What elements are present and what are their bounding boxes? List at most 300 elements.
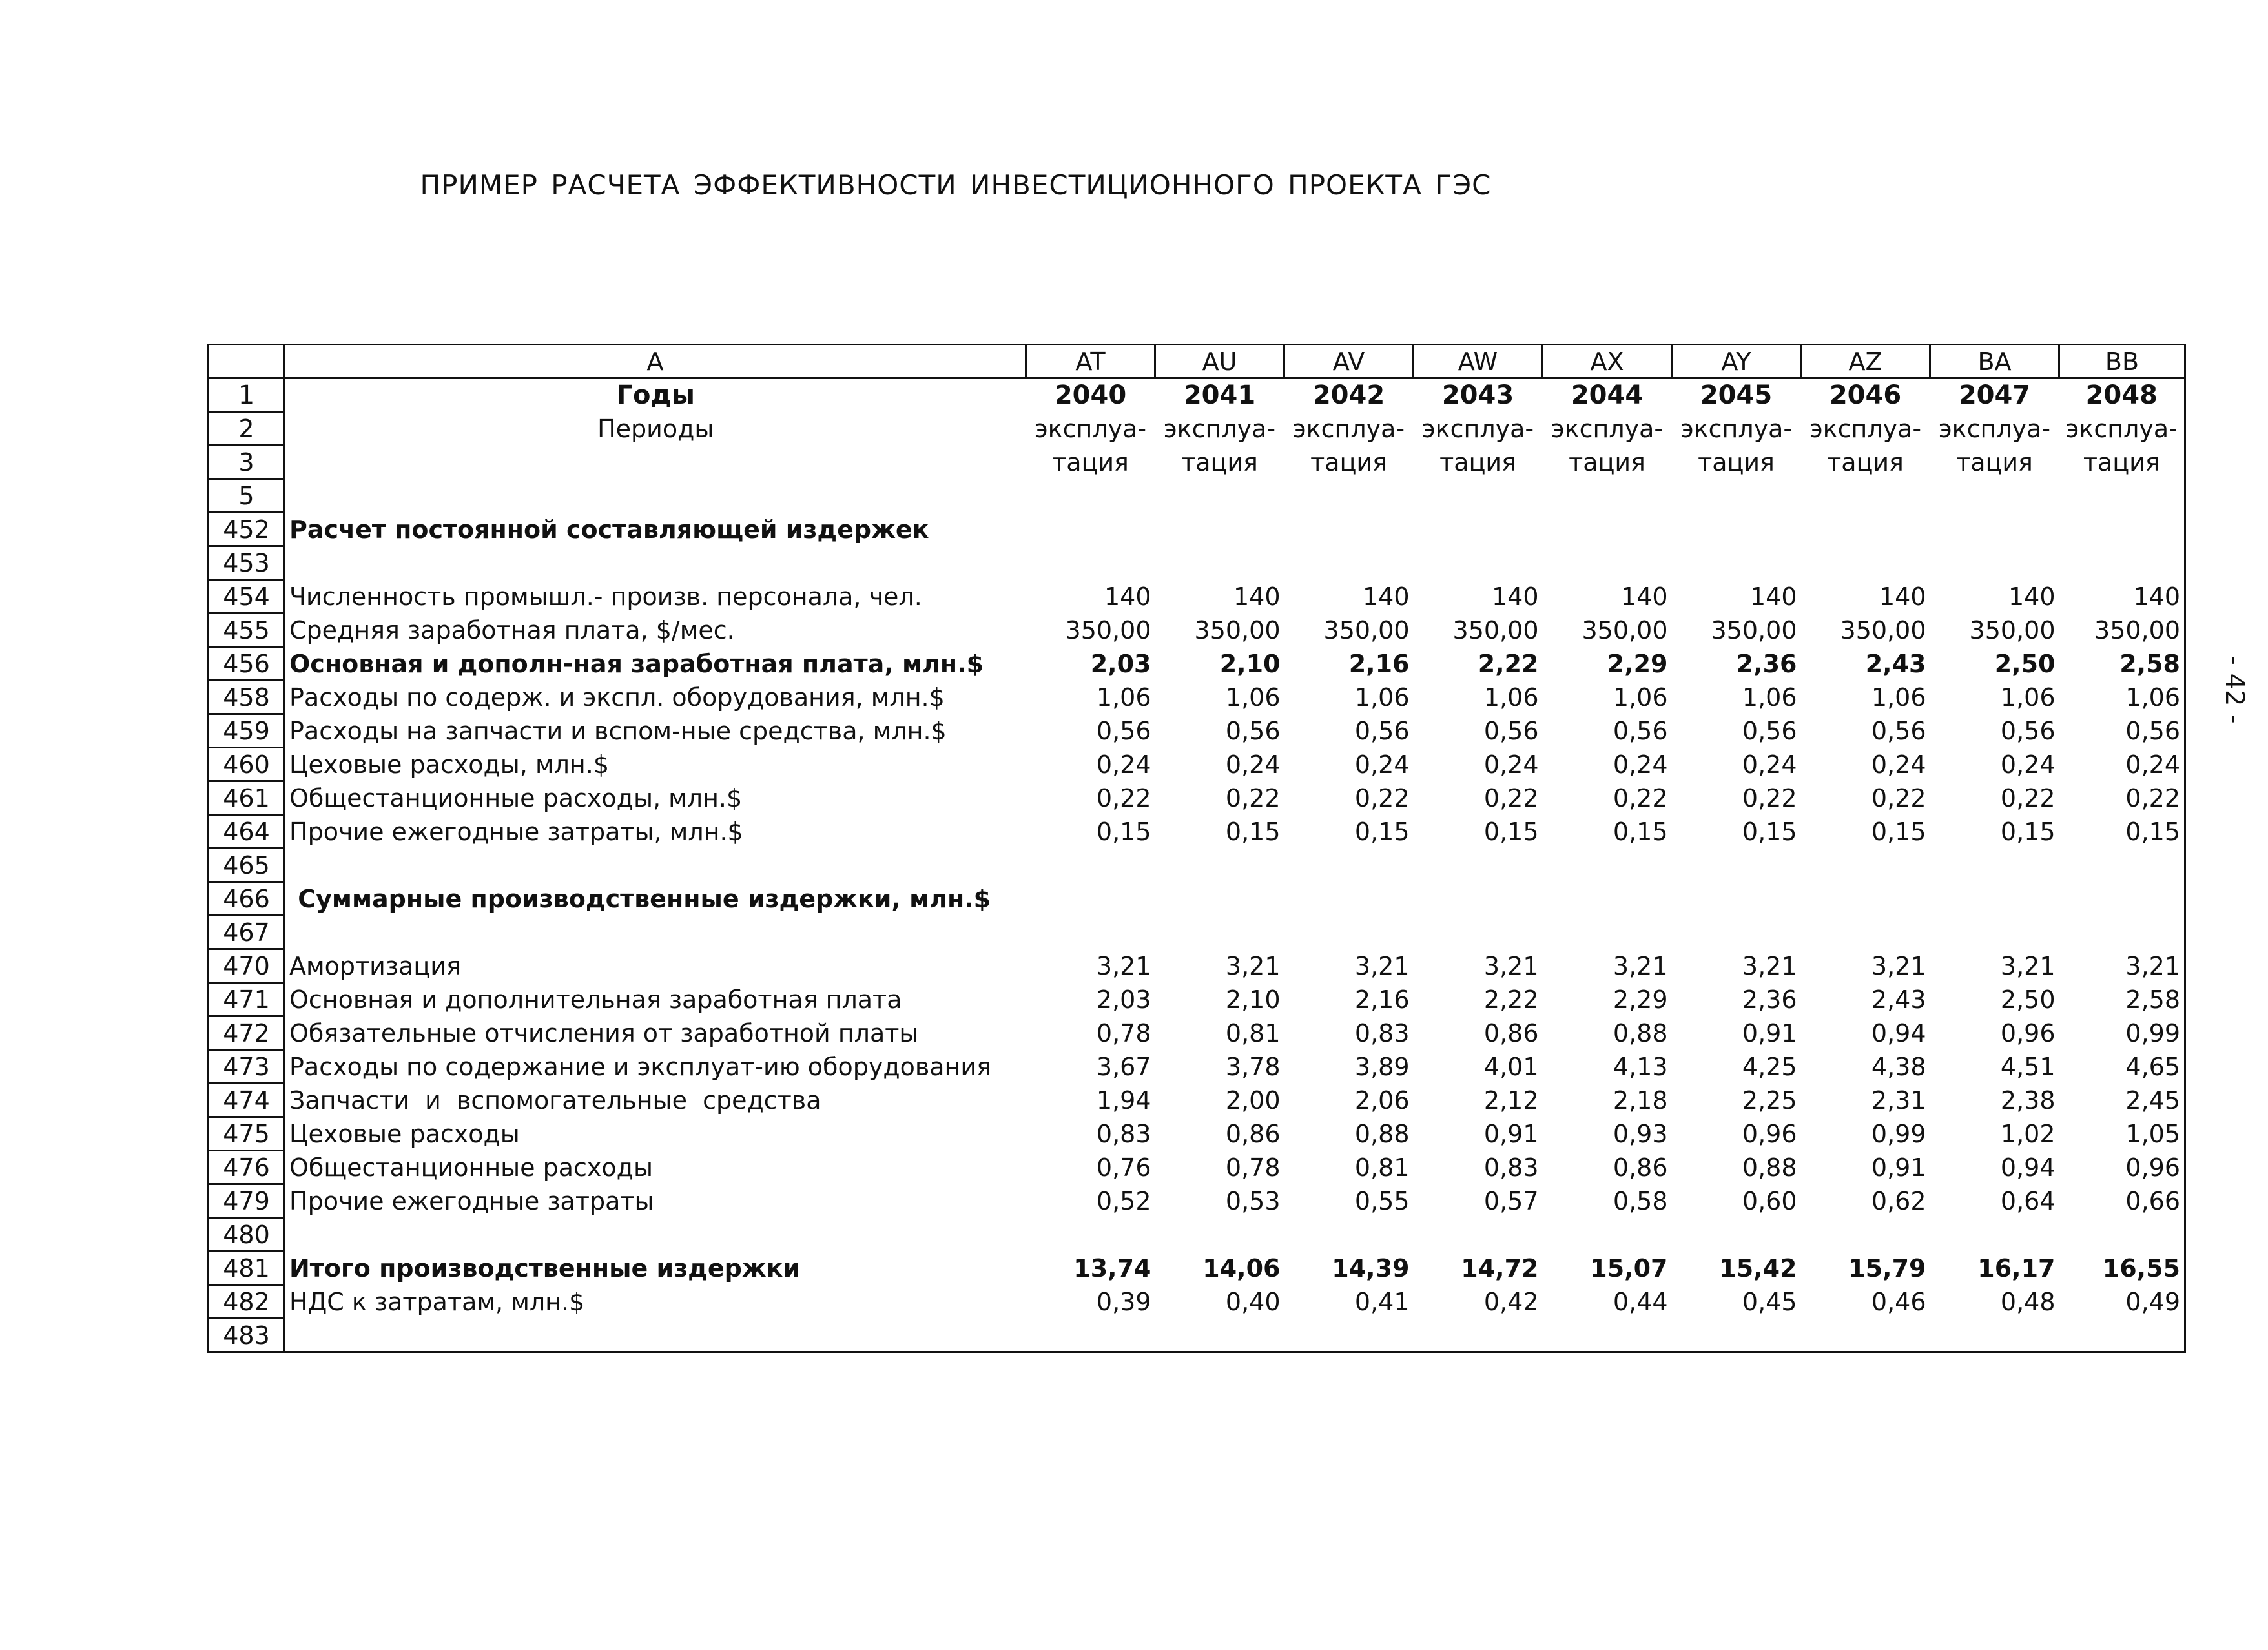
row-number[interactable]: 480 <box>209 1218 285 1252</box>
row-label[interactable]: Расходы по содержание и эксплуат-ию оборудования <box>285 1050 1026 1084</box>
value-cell[interactable] <box>1026 1319 1155 1352</box>
period-cell[interactable]: тация <box>1698 448 1775 477</box>
value-cell[interactable]: 0,42 <box>1483 1287 1539 1316</box>
value-cell[interactable]: 350,00 <box>1065 615 1151 645</box>
value-cell[interactable] <box>1414 513 1543 546</box>
row-number[interactable]: 474 <box>209 1084 285 1117</box>
value-cell[interactable] <box>1284 882 1414 916</box>
value-cell[interactable]: 350,00 <box>1323 615 1410 645</box>
value-cell[interactable]: 2,43 <box>1865 649 1926 678</box>
row-number[interactable]: 476 <box>209 1151 285 1184</box>
value-cell[interactable]: 2,22 <box>1478 649 1539 678</box>
value-cell[interactable] <box>1930 1218 2059 1252</box>
value-cell[interactable]: 4,13 <box>1613 1052 1668 1081</box>
value-cell[interactable] <box>1672 916 1801 949</box>
value-cell[interactable]: 15,42 <box>1719 1253 1797 1283</box>
value-cell[interactable] <box>1672 479 1801 513</box>
value-cell[interactable]: 0,24 <box>1871 750 1926 779</box>
value-cell[interactable]: 0,88 <box>1742 1153 1797 1182</box>
value-cell[interactable]: 0,91 <box>1871 1153 1926 1182</box>
value-cell[interactable]: 0,24 <box>1483 750 1539 779</box>
value-cell[interactable]: 3,89 <box>1354 1052 1410 1081</box>
value-cell[interactable]: 2,10 <box>1219 649 1281 678</box>
value-cell[interactable]: 3,21 <box>1225 951 1281 980</box>
value-cell[interactable] <box>1930 849 2059 882</box>
value-cell[interactable]: 0,40 <box>1225 1287 1281 1316</box>
value-cell[interactable]: 2,10 <box>1225 985 1281 1014</box>
value-cell[interactable] <box>1155 1218 1284 1252</box>
value-cell[interactable] <box>1026 916 1155 949</box>
value-cell[interactable] <box>1414 882 1543 916</box>
value-cell[interactable]: 0,24 <box>1613 750 1668 779</box>
row-label[interactable] <box>285 849 1026 882</box>
value-cell[interactable]: 1,06 <box>1871 683 1926 712</box>
row-number[interactable]: 473 <box>209 1050 285 1084</box>
value-cell[interactable]: 2,50 <box>1994 649 2056 678</box>
value-cell[interactable]: 140 <box>1491 582 1539 611</box>
value-cell[interactable] <box>1155 882 1284 916</box>
row-number[interactable]: 2 <box>209 412 285 446</box>
value-cell[interactable]: 0,56 <box>2000 716 2056 745</box>
value-cell[interactable]: 0,58 <box>1613 1186 1668 1215</box>
empty-label-cell[interactable] <box>285 446 1026 479</box>
value-cell[interactable]: 0,55 <box>1354 1186 1410 1215</box>
value-cell[interactable]: 0,56 <box>1483 716 1539 745</box>
value-cell[interactable] <box>1414 916 1543 949</box>
value-cell[interactable]: 0,15 <box>2059 815 2185 849</box>
value-cell[interactable] <box>2059 513 2185 546</box>
row-label[interactable]: Основная и дополнительная заработная плата <box>285 983 1026 1016</box>
value-cell[interactable]: 140 <box>1749 582 1797 611</box>
value-cell[interactable] <box>1801 1319 1930 1352</box>
value-cell[interactable]: 2,58 <box>2059 647 2185 681</box>
value-cell[interactable]: 0,56 <box>2059 714 2185 748</box>
row-number[interactable]: 470 <box>209 949 285 983</box>
value-cell[interactable] <box>1930 546 2059 580</box>
value-cell[interactable] <box>2059 916 2185 949</box>
value-cell[interactable]: 0,96 <box>2000 1018 2056 1047</box>
value-cell[interactable]: 0,99 <box>2059 1016 2185 1050</box>
year-cell[interactable]: 2046 <box>1829 380 1902 411</box>
value-cell[interactable]: 0,91 <box>1483 1119 1539 1148</box>
value-cell[interactable]: 0,88 <box>1354 1119 1410 1148</box>
value-cell[interactable]: 4,65 <box>2059 1050 2185 1084</box>
value-cell[interactable]: 0,46 <box>1871 1287 1926 1316</box>
value-cell[interactable]: 2,58 <box>2059 983 2185 1016</box>
value-cell[interactable]: 2,45 <box>2059 1084 2185 1117</box>
row-number[interactable]: 455 <box>209 614 285 647</box>
value-cell[interactable]: 0,22 <box>1742 783 1797 812</box>
value-cell[interactable]: 0,56 <box>1613 716 1668 745</box>
period-cell[interactable]: тация <box>1569 448 1645 477</box>
value-cell[interactable]: 0,24 <box>2059 748 2185 781</box>
value-cell[interactable] <box>1155 546 1284 580</box>
row-label[interactable]: Расходы на запчасти и вспом-ные средства, млн.$ <box>285 714 1026 748</box>
value-cell[interactable] <box>1026 513 1155 546</box>
value-cell[interactable]: 0,57 <box>1483 1186 1539 1215</box>
value-cell[interactable]: 0,39 <box>1096 1287 1151 1316</box>
value-cell[interactable]: 14,06 <box>1202 1253 1281 1283</box>
value-cell[interactable] <box>1414 479 1543 513</box>
value-cell[interactable] <box>1801 479 1930 513</box>
value-cell[interactable]: 0,22 <box>2000 783 2056 812</box>
value-cell[interactable]: 1,06 <box>1354 683 1410 712</box>
value-cell[interactable]: 3,21 <box>1613 951 1668 980</box>
value-cell[interactable] <box>1672 1319 1801 1352</box>
period-cell[interactable]: эксплуа- <box>1292 414 1405 443</box>
year-cell[interactable]: 2047 <box>1958 380 2031 411</box>
value-cell[interactable]: 0,76 <box>1096 1153 1151 1182</box>
value-cell[interactable]: 2,12 <box>1483 1086 1539 1115</box>
period-cell[interactable]: эксплуа- <box>1421 414 1534 443</box>
value-cell[interactable] <box>2059 1218 2185 1252</box>
row-number[interactable]: 464 <box>209 815 285 849</box>
row-label[interactable]: Основная и дополн-ная заработная плата, млн.$ <box>285 647 1026 681</box>
value-cell[interactable] <box>1284 1218 1414 1252</box>
value-cell[interactable]: 3,21 <box>1871 951 1926 980</box>
row-number[interactable]: 466 <box>209 882 285 916</box>
value-cell[interactable]: 0,81 <box>1225 1018 1281 1047</box>
row-label[interactable]: Расчет постоянной составляющей издержек <box>285 513 1026 546</box>
value-cell[interactable] <box>1672 849 1801 882</box>
row-number[interactable]: 467 <box>209 916 285 949</box>
value-cell[interactable]: 2,50 <box>2000 985 2056 1014</box>
value-cell[interactable]: 0,56 <box>1354 716 1410 745</box>
value-cell[interactable]: 0,41 <box>1354 1287 1410 1316</box>
value-cell[interactable] <box>1414 1218 1543 1252</box>
value-cell[interactable] <box>1414 849 1543 882</box>
value-cell[interactable]: 0,45 <box>1742 1287 1797 1316</box>
row-number[interactable]: 479 <box>209 1184 285 1218</box>
period-cell[interactable]: эксплуа- <box>2059 412 2185 446</box>
value-cell[interactable]: 1,06 <box>1225 683 1281 712</box>
year-cell[interactable]: 2044 <box>1571 380 1644 411</box>
value-cell[interactable] <box>1801 882 1930 916</box>
value-cell[interactable]: 350,00 <box>2059 614 2185 647</box>
value-cell[interactable] <box>1026 479 1155 513</box>
value-cell[interactable]: 140 <box>1104 582 1151 611</box>
row-label[interactable]: Общестанционные расходы, млн.$ <box>285 781 1026 815</box>
value-cell[interactable]: 3,21 <box>1483 951 1539 980</box>
row-number[interactable]: 5 <box>209 479 285 513</box>
value-cell[interactable] <box>1930 513 2059 546</box>
row-label[interactable]: Расходы по содерж. и экспл. оборудования, млн.$ <box>285 681 1026 714</box>
period-cell[interactable]: тация <box>1827 448 1904 477</box>
value-cell[interactable] <box>1284 849 1414 882</box>
year-cell[interactable]: 2042 <box>1312 380 1385 411</box>
period-cell[interactable]: тация <box>1310 448 1387 477</box>
row-label[interactable] <box>285 546 1026 580</box>
value-cell[interactable] <box>1930 882 2059 916</box>
value-cell[interactable]: 0,56 <box>1871 716 1926 745</box>
year-cell[interactable]: 2048 <box>2059 378 2185 412</box>
value-cell[interactable]: 0,56 <box>1225 716 1281 745</box>
row-number[interactable]: 483 <box>209 1319 285 1352</box>
value-cell[interactable] <box>1801 849 1930 882</box>
value-cell[interactable]: 4,38 <box>1871 1052 1926 1081</box>
value-cell[interactable] <box>1284 479 1414 513</box>
value-cell[interactable]: 0,83 <box>1483 1153 1539 1182</box>
row-label[interactable]: НДС к затратам, млн.$ <box>285 1285 1026 1319</box>
row-number[interactable]: 459 <box>209 714 285 748</box>
row-label[interactable]: Прочие ежегодные затраты, млн.$ <box>285 815 1026 849</box>
value-cell[interactable]: 0,15 <box>1354 817 1410 846</box>
value-cell[interactable]: 0,96 <box>2059 1151 2185 1184</box>
value-cell[interactable] <box>2059 546 2185 580</box>
value-cell[interactable]: 3,67 <box>1096 1052 1151 1081</box>
value-cell[interactable]: 3,21 <box>1742 951 1797 980</box>
value-cell[interactable]: 1,06 <box>1096 683 1151 712</box>
value-cell[interactable]: 0,22 <box>1354 783 1410 812</box>
value-cell[interactable] <box>1543 916 1672 949</box>
value-cell[interactable]: 0,53 <box>1225 1186 1281 1215</box>
value-cell[interactable]: 0,94 <box>2000 1153 2056 1182</box>
row-number[interactable]: 461 <box>209 781 285 815</box>
value-cell[interactable]: 0,88 <box>1613 1018 1668 1047</box>
column-header[interactable]: AT <box>1026 345 1155 378</box>
value-cell[interactable] <box>1414 546 1543 580</box>
row-number[interactable]: 460 <box>209 748 285 781</box>
value-cell[interactable]: 350,00 <box>1969 615 2056 645</box>
value-cell[interactable]: 350,00 <box>1840 615 1926 645</box>
value-cell[interactable] <box>1543 1218 1672 1252</box>
value-cell[interactable]: 0,86 <box>1225 1119 1281 1148</box>
row-number[interactable]: 458 <box>209 681 285 714</box>
value-cell[interactable]: 16,17 <box>1977 1253 2056 1283</box>
corner-cell[interactable] <box>209 345 285 378</box>
value-cell[interactable]: 0,24 <box>1354 750 1410 779</box>
value-cell[interactable] <box>1155 916 1284 949</box>
value-cell[interactable]: 3,21 <box>2059 949 2185 983</box>
value-cell[interactable]: 140 <box>1362 582 1410 611</box>
value-cell[interactable]: 0,22 <box>1613 783 1668 812</box>
row-label[interactable]: Цеховые расходы, млн.$ <box>285 748 1026 781</box>
value-cell[interactable] <box>1155 513 1284 546</box>
row-number[interactable]: 471 <box>209 983 285 1016</box>
value-cell[interactable]: 0,86 <box>1483 1018 1539 1047</box>
value-cell[interactable]: 0,93 <box>1613 1119 1668 1148</box>
period-cell[interactable]: эксплуа- <box>1809 414 1922 443</box>
value-cell[interactable]: 350,00 <box>1582 615 1668 645</box>
value-cell[interactable]: 2,03 <box>1090 649 1151 678</box>
value-cell[interactable]: 1,02 <box>2000 1119 2056 1148</box>
row-number[interactable]: 453 <box>209 546 285 580</box>
row-number[interactable]: 454 <box>209 580 285 614</box>
row-label[interactable]: Численность промышл.- произв. персонала, чел. <box>285 580 1026 614</box>
row-number[interactable]: 3 <box>209 446 285 479</box>
column-header[interactable]: AV <box>1284 345 1414 378</box>
value-cell[interactable]: 0,56 <box>1096 716 1151 745</box>
value-cell[interactable] <box>1543 546 1672 580</box>
value-cell[interactable]: 350,00 <box>1452 615 1539 645</box>
period-cell[interactable]: тация <box>1439 448 1516 477</box>
value-cell[interactable] <box>1801 916 1930 949</box>
value-cell[interactable]: 140 <box>1233 582 1281 611</box>
value-cell[interactable]: 2,38 <box>2000 1086 2056 1115</box>
column-header[interactable]: BA <box>1930 345 2059 378</box>
value-cell[interactable]: 140 <box>2008 582 2056 611</box>
value-cell[interactable]: 2,29 <box>1613 985 1668 1014</box>
value-cell[interactable]: 0,22 <box>1096 783 1151 812</box>
value-cell[interactable] <box>1930 916 2059 949</box>
value-cell[interactable]: 140 <box>2059 580 2185 614</box>
period-cell[interactable]: эксплуа- <box>1034 414 1147 443</box>
value-cell[interactable] <box>1672 513 1801 546</box>
value-cell[interactable]: 0,15 <box>1871 817 1926 846</box>
period-cell[interactable]: тация <box>1052 448 1129 477</box>
value-cell[interactable]: 2,25 <box>1742 1086 1797 1115</box>
row-number[interactable]: 456 <box>209 647 285 681</box>
value-cell[interactable]: 0,81 <box>1354 1153 1410 1182</box>
value-cell[interactable] <box>1930 479 2059 513</box>
column-header[interactable]: AY <box>1672 345 1801 378</box>
value-cell[interactable] <box>1801 513 1930 546</box>
value-cell[interactable]: 2,16 <box>1354 985 1410 1014</box>
row-label[interactable] <box>285 916 1026 949</box>
value-cell[interactable]: 15,07 <box>1590 1253 1668 1283</box>
row-label[interactable]: Средняя заработная плата, $/мес. <box>285 614 1026 647</box>
column-header[interactable]: AX <box>1543 345 1672 378</box>
row-number[interactable]: 452 <box>209 513 285 546</box>
value-cell[interactable]: 2,43 <box>1871 985 1926 1014</box>
value-cell[interactable]: 0,22 <box>2059 781 2185 815</box>
value-cell[interactable] <box>1026 1218 1155 1252</box>
value-cell[interactable]: 2,22 <box>1483 985 1539 1014</box>
value-cell[interactable]: 0,24 <box>1096 750 1151 779</box>
value-cell[interactable]: 0,24 <box>1225 750 1281 779</box>
value-cell[interactable] <box>2059 1319 2185 1352</box>
value-cell[interactable]: 16,55 <box>2059 1252 2185 1285</box>
value-cell[interactable]: 2,16 <box>1348 649 1410 678</box>
value-cell[interactable]: 1,05 <box>2059 1117 2185 1151</box>
value-cell[interactable]: 0,94 <box>1871 1018 1926 1047</box>
value-cell[interactable]: 0,62 <box>1871 1186 1926 1215</box>
year-cell[interactable]: 2043 <box>1441 380 1514 411</box>
value-cell[interactable]: 0,83 <box>1354 1018 1410 1047</box>
value-cell[interactable]: 4,51 <box>2000 1052 2056 1081</box>
row-number[interactable]: 482 <box>209 1285 285 1319</box>
value-cell[interactable]: 3,21 <box>1354 951 1410 980</box>
value-cell[interactable] <box>1801 1218 1930 1252</box>
value-cell[interactable]: 0,60 <box>1742 1186 1797 1215</box>
value-cell[interactable] <box>1284 546 1414 580</box>
value-cell[interactable]: 13,74 <box>1073 1253 1151 1283</box>
value-cell[interactable]: 0,78 <box>1096 1018 1151 1047</box>
value-cell[interactable] <box>1801 546 1930 580</box>
value-cell[interactable] <box>1543 479 1672 513</box>
value-cell[interactable]: 0,64 <box>2000 1186 2056 1215</box>
value-cell[interactable]: 0,15 <box>1096 817 1151 846</box>
value-cell[interactable] <box>1543 882 1672 916</box>
value-cell[interactable]: 1,94 <box>1096 1086 1151 1115</box>
row-label[interactable]: Итого производственные издержки <box>285 1252 1026 1285</box>
value-cell[interactable]: 1,06 <box>2000 683 2056 712</box>
value-cell[interactable]: 350,00 <box>1711 615 1797 645</box>
value-cell[interactable] <box>1155 849 1284 882</box>
row-number[interactable]: 1 <box>209 378 285 412</box>
value-cell[interactable]: 0,24 <box>2000 750 2056 779</box>
periods-label[interactable]: Периоды <box>285 412 1026 446</box>
value-cell[interactable]: 4,01 <box>1483 1052 1539 1081</box>
value-cell[interactable] <box>1414 1319 1543 1352</box>
value-cell[interactable]: 0,15 <box>1613 817 1668 846</box>
value-cell[interactable]: 2,36 <box>1742 985 1797 1014</box>
value-cell[interactable]: 2,18 <box>1613 1086 1668 1115</box>
period-cell[interactable]: эксплуа- <box>1938 414 2051 443</box>
row-number[interactable]: 465 <box>209 849 285 882</box>
value-cell[interactable] <box>1155 479 1284 513</box>
value-cell[interactable]: 140 <box>1879 582 1926 611</box>
value-cell[interactable]: 3,21 <box>2000 951 2056 980</box>
value-cell[interactable]: 350,00 <box>1194 615 1281 645</box>
value-cell[interactable] <box>2059 849 2185 882</box>
row-number[interactable]: 475 <box>209 1117 285 1151</box>
column-header[interactable]: AZ <box>1801 345 1930 378</box>
value-cell[interactable] <box>1026 882 1155 916</box>
row-label[interactable] <box>285 1218 1026 1252</box>
value-cell[interactable]: 0,15 <box>1483 817 1539 846</box>
value-cell[interactable]: 0,22 <box>1483 783 1539 812</box>
value-cell[interactable] <box>1672 1218 1801 1252</box>
value-cell[interactable] <box>1543 513 1672 546</box>
period-cell[interactable]: тация <box>1956 448 2033 477</box>
value-cell[interactable]: 0,66 <box>2059 1184 2185 1218</box>
year-cell[interactable]: 2040 <box>1054 380 1127 411</box>
value-cell[interactable] <box>1026 546 1155 580</box>
value-cell[interactable] <box>1284 916 1414 949</box>
value-cell[interactable]: 2,03 <box>1096 985 1151 1014</box>
value-cell[interactable] <box>1543 849 1672 882</box>
value-cell[interactable]: 0,22 <box>1871 783 1926 812</box>
value-cell[interactable]: 0,52 <box>1096 1186 1151 1215</box>
row-label[interactable]: Запчасти и вспомогательные средства <box>285 1084 1026 1117</box>
value-cell[interactable]: 0,15 <box>2000 817 2056 846</box>
row-label[interactable]: Амортизация <box>285 949 1026 983</box>
value-cell[interactable]: 0,78 <box>1225 1153 1281 1182</box>
value-cell[interactable] <box>1155 1319 1284 1352</box>
value-cell[interactable] <box>1284 513 1414 546</box>
column-header-a[interactable]: A <box>285 345 1026 378</box>
value-cell[interactable]: 1,06 <box>1742 683 1797 712</box>
row-label[interactable] <box>285 479 1026 513</box>
year-cell[interactable]: 2045 <box>1700 380 1773 411</box>
period-cell[interactable]: эксплуа- <box>1680 414 1793 443</box>
value-cell[interactable]: 2,31 <box>1871 1086 1926 1115</box>
year-cell[interactable]: 2041 <box>1183 380 1256 411</box>
value-cell[interactable]: 14,72 <box>1461 1253 1539 1283</box>
value-cell[interactable]: 0,83 <box>1096 1119 1151 1148</box>
value-cell[interactable] <box>1026 849 1155 882</box>
value-cell[interactable] <box>1543 1319 1672 1352</box>
value-cell[interactable]: 0,56 <box>1742 716 1797 745</box>
value-cell[interactable]: 0,44 <box>1613 1287 1668 1316</box>
value-cell[interactable]: 2,36 <box>1736 649 1797 678</box>
value-cell[interactable]: 0,24 <box>1742 750 1797 779</box>
value-cell[interactable] <box>1930 1319 2059 1352</box>
value-cell[interactable]: 0,15 <box>1225 817 1281 846</box>
value-cell[interactable]: 0,96 <box>1742 1119 1797 1148</box>
column-header[interactable]: AW <box>1414 345 1543 378</box>
row-label[interactable]: Цеховые расходы <box>285 1117 1026 1151</box>
column-header[interactable]: AU <box>1155 345 1284 378</box>
value-cell[interactable]: 1,06 <box>2059 681 2185 714</box>
period-cell[interactable]: тация <box>2059 446 2185 479</box>
value-cell[interactable] <box>1672 546 1801 580</box>
value-cell[interactable]: 0,99 <box>1871 1119 1926 1148</box>
value-cell[interactable]: 0,49 <box>2059 1285 2185 1319</box>
value-cell[interactable]: 14,39 <box>1332 1253 1410 1283</box>
value-cell[interactable]: 0,22 <box>1225 783 1281 812</box>
